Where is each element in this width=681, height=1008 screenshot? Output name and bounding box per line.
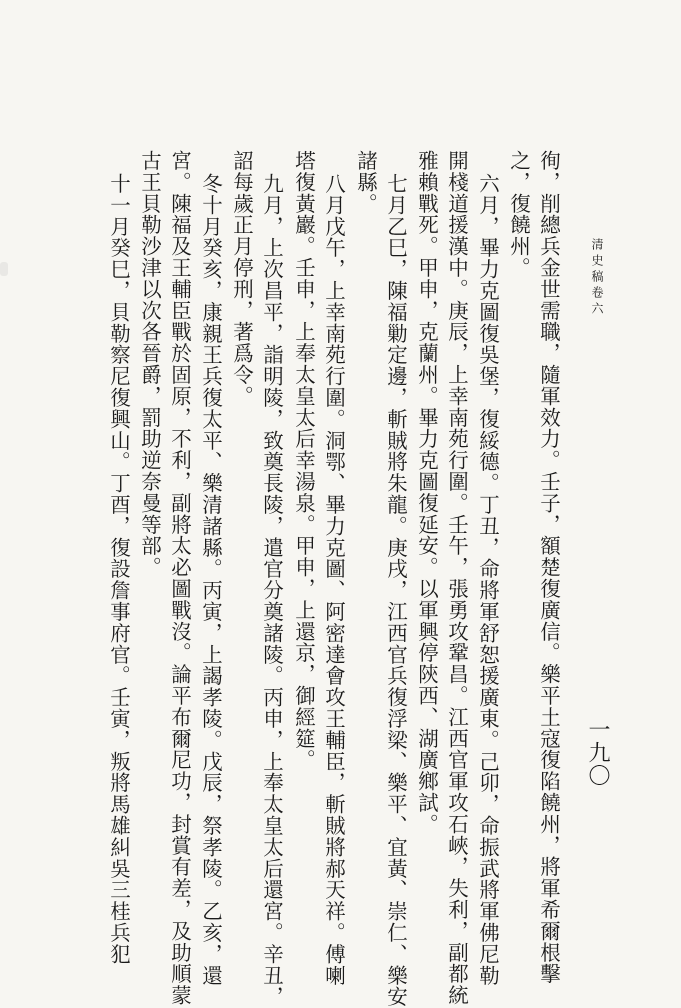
text-column: 六月，畢力克圖復吳堡，復綏德。丁丑，命將軍舒恕援廣東。己卯，命振武將軍佛尼勒 [475, 173, 500, 987]
text-column: 之，復饒州。 [506, 150, 531, 279]
page-number: 一九〇 [585, 718, 610, 787]
text-column: 八月戊午，上幸南苑行圍。洞鄂、畢力克圖、阿密達會攻王輔臣，斬賊將郝天祥。傅喇 [321, 173, 346, 987]
text-column: 諸縣。 [353, 150, 378, 215]
scan-mark [0, 262, 8, 276]
text-column: 宮。陳福及王輔臣戰於固原，不利，副將太必圖戰沒。論平布爾尼功，封賞有差，及助順蒙 [167, 150, 192, 1006]
running-header: 清史稿卷六 [590, 238, 604, 318]
text-column: 古王貝勒沙津以次各晉爵，罰助逆奈曼等部。 [137, 150, 162, 578]
text-column: 詔每歲正月停刑，著爲令。 [229, 150, 254, 407]
text-column: 徇，削總兵金世需職，隨軍效力。壬子，額楚復廣信。樂平土寇復陷饒州，將軍希爾根擊 [536, 150, 561, 985]
text-column: 雅賴戰死。甲申，克蘭州。畢力克圖復延安。以軍興停陝西、湖廣鄉試。 [414, 150, 439, 835]
text-column: 九月，上次昌平，詣明陵，致奠長陵，遣官分奠諸陵。丙申，上奉太皇太后還宮。辛丑， [259, 173, 284, 1008]
text-column: 開棧道援漢中。庚辰，上幸南苑行圍。壬午，張勇攻鞏昌。江西官軍攻石峽，失利，副都統 [444, 150, 469, 1006]
text-column: 冬十月癸亥，康親王兵復太平、樂清諸縣。丙寅，上謁孝陵。戊辰，祭孝陵。乙亥，還 [198, 173, 223, 987]
text-column: 塔復黃巖。壬申，上奉太皇太后幸湯泉。甲申，上還京，御經筵。 [291, 150, 316, 771]
text-column: 七月乙巳，陳福勦定邊，斬賊將朱龍。庚戌，江西官兵復浮梁、樂平、宜黃、崇仁、樂安 [383, 173, 408, 1008]
text-column: 十一月癸巳，貝勒察尼復興山。丁酉，復設詹事府官。壬寅，叛將馬雄糾吳三桂兵犯 [106, 173, 131, 965]
